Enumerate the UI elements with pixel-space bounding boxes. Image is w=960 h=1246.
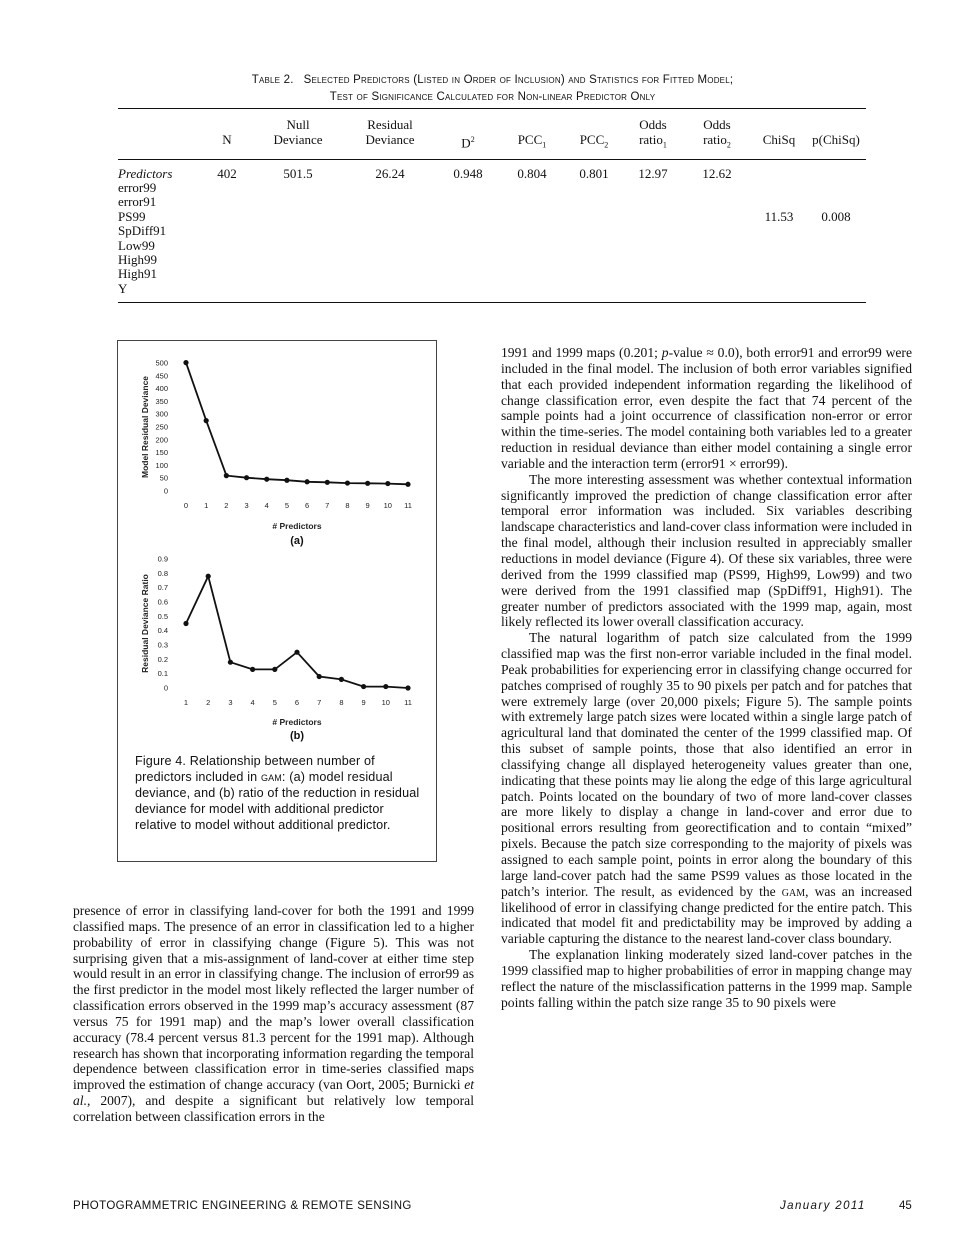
- x-axis-label: # Predictors: [272, 521, 322, 531]
- x-tick-label: 6: [305, 501, 310, 510]
- figure-caption: Figure 4. Relationship between number of predictors included in gam: (a) model residual deviance, and (b) ratio of the reduction in residual deviance for model with additional predictor relative to model without additional predictor.: [135, 754, 420, 832]
- data-point: [264, 477, 269, 482]
- body-paragraph: The explanation linking moderately sized land-cover patches in the 1999 classified map to higher probabilities of error in mapping change may reflect the nature of the misclassification patterns in the 1999 map. Sample points falling within the patch size range 35 to 90 pixels were: [501, 947, 912, 1010]
- x-tick-label: 1: [183, 698, 189, 707]
- data-point: [304, 479, 309, 484]
- body-paragraph: [501, 345, 912, 472]
- predictor-name: Low99: [118, 237, 155, 253]
- statistics-table: [118, 108, 866, 303]
- header-chisq: ChiSq: [762, 132, 796, 147]
- data-point: [204, 418, 209, 423]
- header-residual-deviance-1: Residual: [367, 117, 413, 132]
- header-d2-sup: 2: [470, 135, 475, 144]
- y-tick-label: 400: [155, 384, 168, 394]
- table-label: Table 2.: [251, 74, 294, 86]
- predictor-name: Y: [118, 280, 128, 296]
- x-tick-label: 9: [361, 698, 366, 707]
- predictor-name: PS99: [118, 208, 146, 224]
- table-row: [118, 181, 866, 195]
- predictor-name: SpDiff91: [118, 223, 167, 239]
- x-tick-label: 6: [294, 698, 300, 707]
- series-line: [186, 576, 408, 688]
- x-tick-label: 8: [339, 698, 344, 707]
- data-point: [228, 660, 233, 665]
- header-null-deviance-2: Deviance: [273, 132, 323, 147]
- y-tick-label: 0.3: [157, 640, 168, 650]
- data-point: [224, 473, 229, 478]
- data-point: [183, 360, 188, 365]
- y-tick-label: 200: [155, 435, 168, 445]
- data-point: [383, 684, 388, 689]
- header-odds-ratio2-sub: 2: [726, 140, 731, 150]
- data-point: [206, 574, 211, 579]
- y-tick-label: 0.9: [157, 554, 168, 564]
- y-tick-label: 250: [155, 422, 168, 432]
- cell-n: 402: [217, 165, 237, 181]
- right-p1b: -value ≈ 0.0), both error91 and error99 were included in the final model. The inclusion of both error variables signified that each provided independent information regarding the likelihood of change classification error, even despite the fact that 74 percent of the sample points had a joint occurrence of classification non-error or error within the time-series. The model containing both variables led to a greater reduction in residual deviance than either model containing a single error variable and the interaction term (error91 × error99).: [501, 345, 912, 471]
- footer-date: January 2011: [780, 1200, 866, 1212]
- data-point: [325, 480, 330, 485]
- predictor-name: error91: [118, 194, 157, 210]
- table-caption-line1: Selected Predictors (Listed in Order of Inclusion) and Statistics for Fitted Model;: [303, 74, 734, 86]
- y-tick-label: 500: [155, 358, 168, 368]
- data-point: [250, 667, 255, 672]
- panel-label-b: (b): [289, 730, 305, 742]
- header-n: N: [222, 132, 232, 147]
- x-tick-label: 2: [224, 501, 229, 510]
- data-point: [405, 482, 410, 487]
- body-paragraph: [501, 630, 912, 947]
- panel-label-a: (a): [290, 535, 304, 547]
- y-tick-label: 0.8: [157, 568, 168, 578]
- figure-box: [117, 340, 437, 862]
- y-tick-label: 0.2: [157, 654, 168, 664]
- x-tick-label: 3: [244, 501, 249, 510]
- table-header-rule: [118, 159, 866, 160]
- table-row: [118, 253, 866, 267]
- y-tick-label: 0.7: [157, 583, 168, 593]
- cell-ps99-pchisq: 0.008: [821, 208, 851, 224]
- x-tick-label: 9: [365, 501, 370, 510]
- header-odds-ratio1-2: ratio: [639, 132, 663, 147]
- cell-pcc1: 0.804: [517, 165, 547, 181]
- cell-ps99-chisq: 11.53: [764, 208, 794, 224]
- cell-odds-ratio2: 12.62: [702, 165, 732, 181]
- left-p1-end: , 2007), and despite a significant but relatively low temporal correlation between classification errors in the: [73, 1093, 474, 1124]
- data-point: [365, 481, 370, 486]
- header-pcc2: PCC: [579, 132, 605, 147]
- x-tick-label: 2: [206, 698, 211, 707]
- table-caption: [120, 72, 865, 106]
- cell-null-deviance: 501.5: [283, 165, 313, 181]
- data-point: [284, 478, 289, 483]
- body-paragraph: The more interesting assessment was whether contextual information significantly improved the prediction of change classification error after temporal error information was included. Six variables describing landscape characteristics and land-cover class information were included in the final model, although their inclusion resulted in appreciably smaller reductions in model deviance (Figure 4). Of these six variables, three were derived from the 1999 classified map (PS99, High99, Low99) and two were derived from the 1991 classified map (SpDiff91, High91). The greater number of predictors associated with the 1999 map, again, most likely reflected its lower overall classification accuracy.: [501, 471, 912, 630]
- header-pcc1: PCC: [517, 132, 543, 147]
- header-odds-ratio1-1: Odds: [639, 117, 667, 132]
- cell-pcc2: 0.801: [579, 165, 609, 181]
- y-tick-label: 350: [155, 396, 168, 406]
- figure-charts: [118, 341, 438, 746]
- right-p3-gam: gam: [781, 883, 806, 899]
- header-odds-ratio2-2: ratio: [703, 132, 727, 147]
- header-pcc2-sub: 2: [604, 140, 609, 150]
- data-point: [317, 674, 322, 679]
- right-p3a: The natural logarithm of patch size calculated from the 1999 classified map was the first non-error variable included in the final model. Peak probabilities for experiencing error in classifying change occurred for patches comprised of roughly 35 to 90 pixels per patch and for patches that were extremely large (over 20,000 pixels; Figure 5). The sample points with extremely large patch sizes were located within a single large patch of agricultural land that dominated the center of the 1999 classified map. Of this subset of sample points, those that also identified an error in classifying change all displayed heterogeneity values greater than one, indicating that these points may lie along the edge of this large agricultural patch. Points located on the boundary of two of more land-cover classes are more likely to display a change in land-cover and error due to positional errors resulting from georectification and to contain “mixed” pixels. Because the patch size corresponding to the majority of pixels was assigned to each sample point, points in error along the boundary of this large land-cover patch had the same PS99 values as those located in the patch’s interior. The result, as evidenced by the: [501, 630, 912, 899]
- cell-odds-ratio1: 12.97: [638, 165, 668, 181]
- right-column: [501, 345, 912, 1010]
- x-tick-label: 5: [284, 501, 289, 510]
- footer-page-number: 45: [899, 1200, 912, 1212]
- right-p1a: 1991 and 1999 maps (0.201;: [501, 345, 662, 360]
- header-d2: D: [461, 135, 471, 151]
- y-tick-label: 450: [155, 371, 168, 381]
- y-axis-label: Model Residual Deviance: [140, 375, 150, 479]
- predictor-name: High99: [118, 252, 157, 268]
- x-tick-label: 5: [272, 698, 277, 707]
- y-tick-label: 100: [155, 460, 168, 470]
- table-row: [118, 224, 866, 238]
- data-point: [244, 475, 249, 480]
- series-line: [186, 363, 408, 485]
- x-tick-label: 11: [404, 698, 412, 707]
- header-odds-ratio2-1: Odds: [703, 117, 731, 132]
- y-tick-label: 0: [163, 683, 168, 693]
- x-tick-label: 1: [204, 501, 209, 510]
- data-point: [345, 480, 350, 485]
- header-pchisq: p(ChiSq): [812, 132, 860, 147]
- left-p1-etal: et al.: [73, 1077, 474, 1109]
- y-tick-label: 300: [155, 409, 168, 419]
- table-header-row: [118, 109, 866, 159]
- right-p1-pvalue: p: [661, 345, 669, 360]
- header-null-deviance-1: Null: [286, 117, 310, 132]
- table-row: [118, 167, 866, 181]
- y-tick-label: 150: [155, 448, 168, 458]
- y-tick-label: 0.6: [157, 597, 168, 607]
- x-tick-label: 0: [183, 501, 189, 510]
- x-tick-label: 4: [250, 698, 255, 707]
- y-tick-label: 0.5: [157, 611, 168, 621]
- predictors-label: Predictors: [118, 165, 173, 181]
- x-tick-label: 11: [404, 501, 412, 510]
- y-tick-label: 0.1: [157, 669, 168, 679]
- table-row: [118, 267, 866, 281]
- x-tick-label: 3: [228, 698, 233, 707]
- y-tick-label: 0.4: [157, 626, 168, 636]
- table-row: [118, 282, 866, 296]
- left-p1-text: presence of error in classifying land-cover for both the 1991 and 1999 classified maps. The presence of an error in classification led to a higher probability of error in classifying change (Figure 5). This was not surprising given that a mis-assignment of land-cover at either time step would result in an error in classifying change. The inclusion of error99 as the first predictor in the model most likely reflected the larger number of classification errors observed in the 1999 map’s accuracy assessment (87 versus 75 for 1991 map) and the map’s lower overall classification accuracy (78.4 percent versus 81.3 percent for the 1991 map). Although research has shown that incorporating information regarding the temporal dependence between classification error in time-series classified maps improved the estimation of change accuracy (van Oort, 2005; Burnicki: [73, 903, 474, 1093]
- footer-journal: PHOTOGRAMMETRIC ENGINEERING & REMOTE SENSING: [73, 1200, 412, 1212]
- x-axis-label: # Predictors: [272, 717, 322, 727]
- x-tick-label: 7: [317, 698, 322, 707]
- x-tick-label: 8: [345, 501, 350, 510]
- y-tick-label: 50: [159, 473, 168, 483]
- data-point: [361, 684, 366, 689]
- x-tick-label: 10: [381, 698, 390, 707]
- predictor-name: error99: [118, 180, 157, 195]
- y-axis-label: Residual Deviance Ratio: [140, 574, 150, 673]
- x-tick-label: 7: [325, 501, 330, 510]
- data-point: [339, 677, 344, 682]
- predictor-name: High91: [118, 266, 157, 282]
- table-row: [118, 210, 866, 224]
- header-odds-ratio1-sub: 1: [662, 140, 667, 150]
- table-row: [118, 195, 866, 209]
- y-tick-label: 0: [163, 486, 168, 496]
- table-row: [118, 239, 866, 253]
- cell-d2: 0.948: [453, 165, 483, 181]
- header-residual-deviance-2: Deviance: [365, 132, 415, 147]
- data-point: [294, 650, 299, 655]
- right-p3b: , was an increased likelihood of error in classifying change predicted for the entire patch. This indicated that model fit and predictability may be improved by adding a variable capturing the distance to the nearest land-cover class boundary.: [501, 883, 913, 947]
- cell-residual-deviance: 26.24: [375, 165, 405, 181]
- data-point: [183, 621, 188, 626]
- x-tick-label: 10: [383, 501, 392, 510]
- header-pcc1-sub: 1: [542, 140, 547, 150]
- table-caption-line2: Test of Significance Calculated for Non-linear Predictor Only: [329, 91, 656, 103]
- body-paragraph: [73, 903, 474, 1125]
- table-bottom-rule: [118, 302, 866, 303]
- data-point: [272, 667, 277, 672]
- data-point: [385, 481, 390, 486]
- x-tick-label: 4: [264, 501, 269, 510]
- data-point: [405, 685, 410, 690]
- caption-gam: gam: [260, 770, 282, 784]
- left-column: [73, 903, 474, 1125]
